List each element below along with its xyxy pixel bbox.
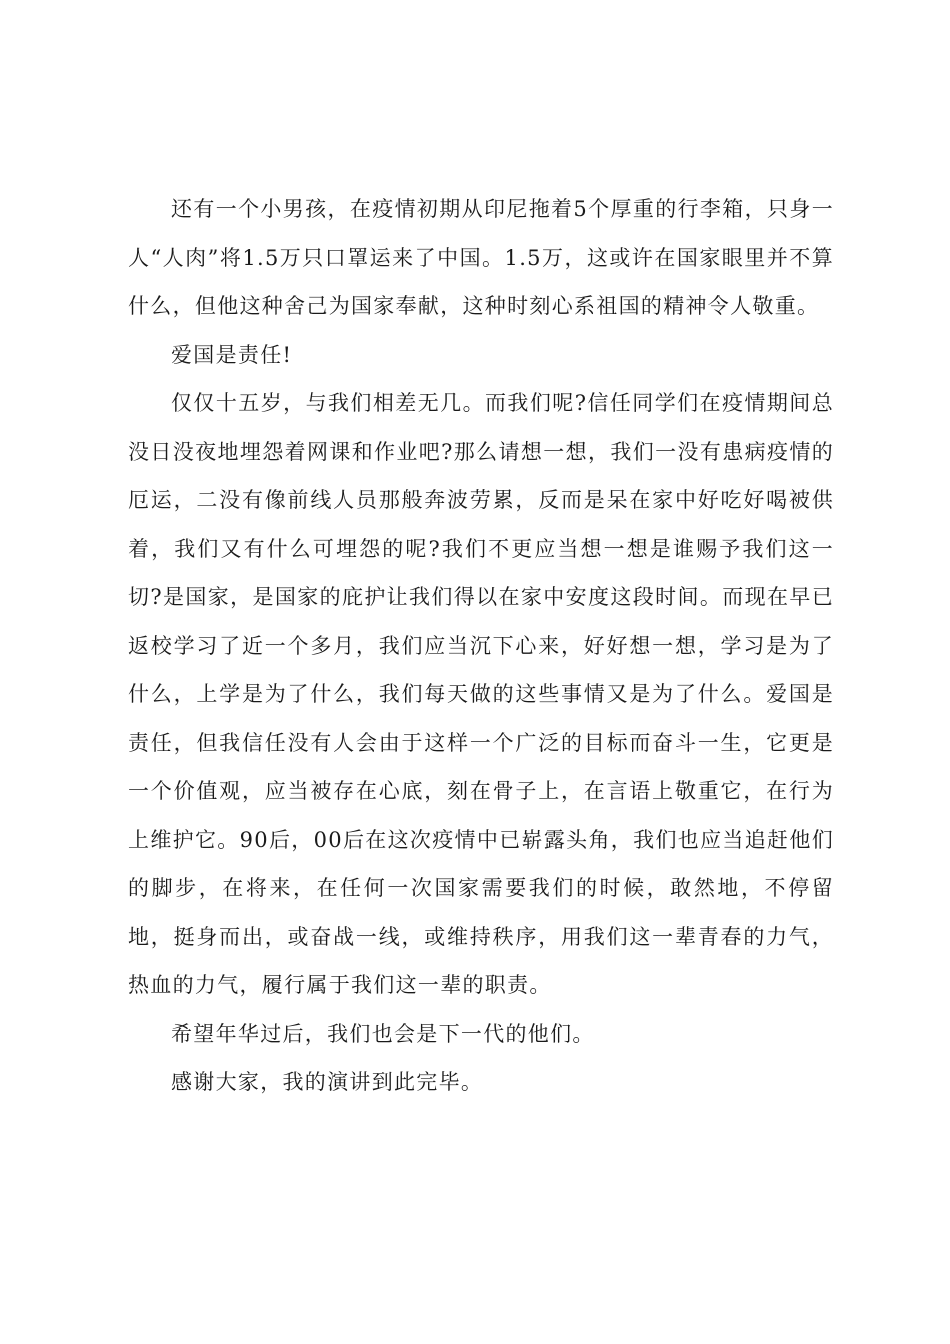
paragraph-hope: 希望年华过后，我们也会是下一代的他们。 bbox=[171, 1021, 595, 1046]
paragraph-closing: 感谢大家，我的演讲到此完毕。 bbox=[171, 1070, 484, 1094]
document-body bbox=[128, 185, 834, 1107]
paragraph-heading-responsibility: 爱国是责任! bbox=[171, 342, 293, 367]
paragraph-reflection: 仅仅十五岁，与我们相差无几。而我们呢?信任同学们在疫情期间总没日没夜地埋怨着网课和作业吧?那么请想一想，我们一没有患病疫情的厄运，二没有像前线人员那般奔波劳累，反而是呆在家中好吃好喝被供着，我们又有什么可埋怨的呢?我们不更应当想一想是谁赐予我们这一切?是国家，是国家的庇护让我们得以在家中安度这段时间。而现在早已返校学习了近一个多月，我们应当沉下心来，好好想一想，学习是为了什么，上学是为了什么，我们每天做的这些事情又是为了什么。爱国是责任，但我信任没有人会由于这样一个广泛的目标而奋斗一生，它更是一个价值观，应当被存在心底，刻在骨子上，在言语上敬重它，在行为上维护它。90后，00后在这次疫情中已崭露头角，我们也应当追赶他们的脚步，在将来，在任何一次国家需要我们的时候，敢然地，不停留地，挺身而出，或奋战一线，或维持秩序，用我们这一辈青春的力气，热血的力气，履行属于我们这一辈的职责。 bbox=[128, 391, 834, 997]
paragraph-little-boy: 还有一个小男孩，在疫情初期从印尼拖着5个厚重的行李箱，只身一人“人肉”将1.5万只口罩运来了中国。1.5万，这或许在国家眼里并不算什么，但他这种舍己为国家奉献，这种时刻心系祖国的精神令人敬重。 bbox=[128, 197, 834, 318]
